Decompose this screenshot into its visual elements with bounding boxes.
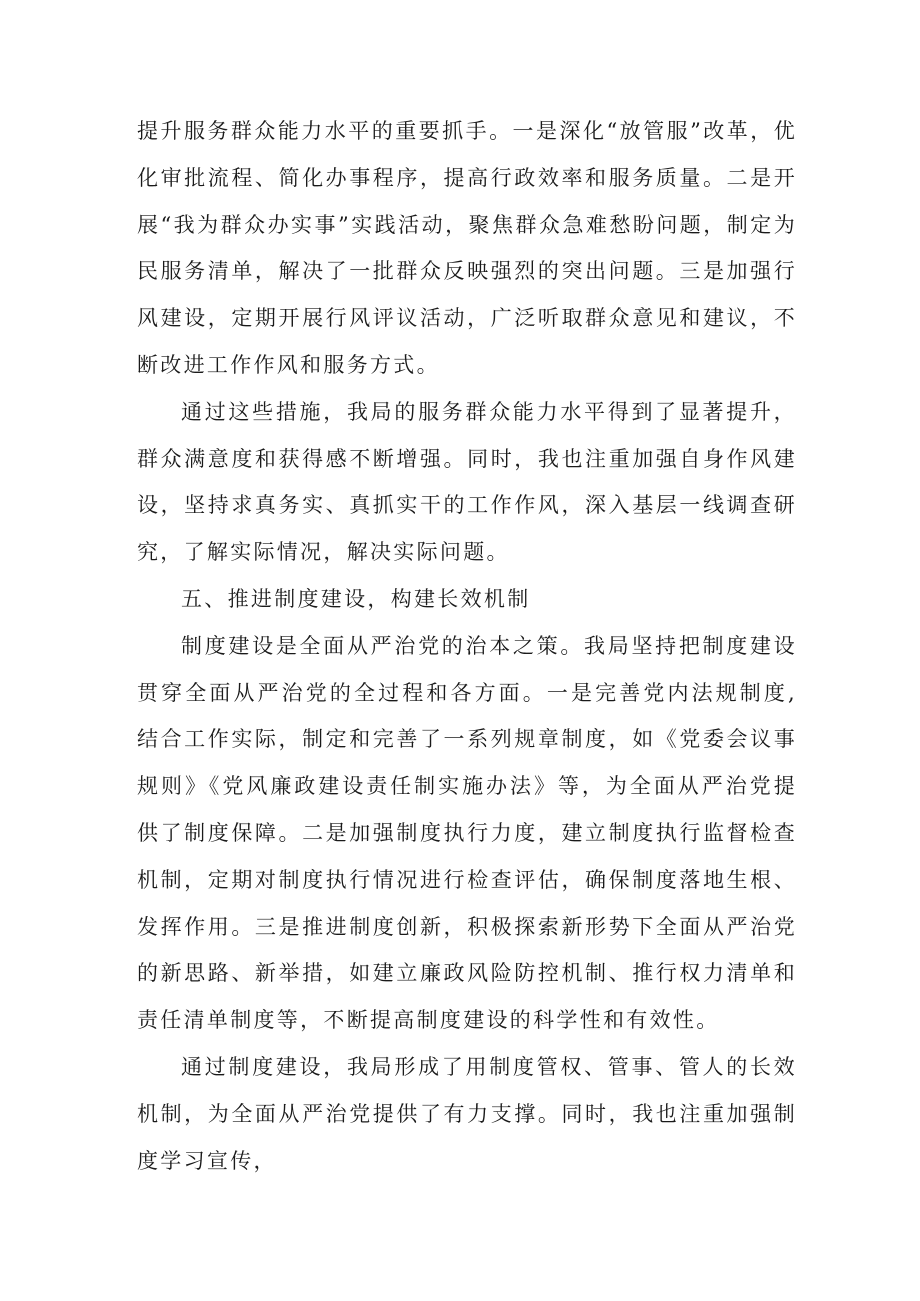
paragraph-results: 通过这些措施，我局的服务群众能力水平得到了显著提升，群众满意度和获得感不断增强。同时，我也注重加强自身作风建设，坚持求真务实、真抓实干的工作作风，深入基层一线调查研究，了解实际情况，解决实际问题。 bbox=[137, 399, 797, 565]
paragraph-institution-results: 通过制度建设，我局形成了用制度管权、管事、管人的长效机制，为全面从严治党提供了有力支撑。同时，我也注重加强制度学习宣传， bbox=[137, 1054, 797, 1173]
document-body bbox=[137, 108, 797, 1184]
paragraph-institution-building: 制度建设是全面从严治党的治本之策。我局坚持把制度建设贯穿全面从严治党的全过程和各方面。一是完善党内法规制度,结合工作实际，制定和完善了一系列规章制度，如《党委会议事规则》《党风廉政建设责任制实施办法》等，为全面从严治党提供了制度保障。二是加强制度执行力度，建立制度执行监督检查机制，定期对制度执行情况进行检查评估，确保制度落地生根、发挥作用。三是推进制度创新，积极探索新形势下全面从严治党的新思路、新举措，如建立廉政风险防控机制、推行权力清单和责任清单制度等，不断提高制度建设的科学性和有效性。 bbox=[137, 633, 797, 1033]
paragraph-continued: 提升服务群众能力水平的重要抓手。一是深化“放管服”改革，优化审批流程、简化办事程序，提高行政效率和服务质量。二是开展“我为群众办实事”实践活动，聚焦群众急难愁盼问题，制定为民服务清单，解决了一批群众反映强烈的突出问题。三是加强行风建设，定期开展行风评议活动，广泛听取群众意见和建议，不断改进工作作风和服务方式。 bbox=[137, 119, 797, 377]
section-heading: 五、推进制度建设，构建长效机制 bbox=[181, 586, 531, 611]
